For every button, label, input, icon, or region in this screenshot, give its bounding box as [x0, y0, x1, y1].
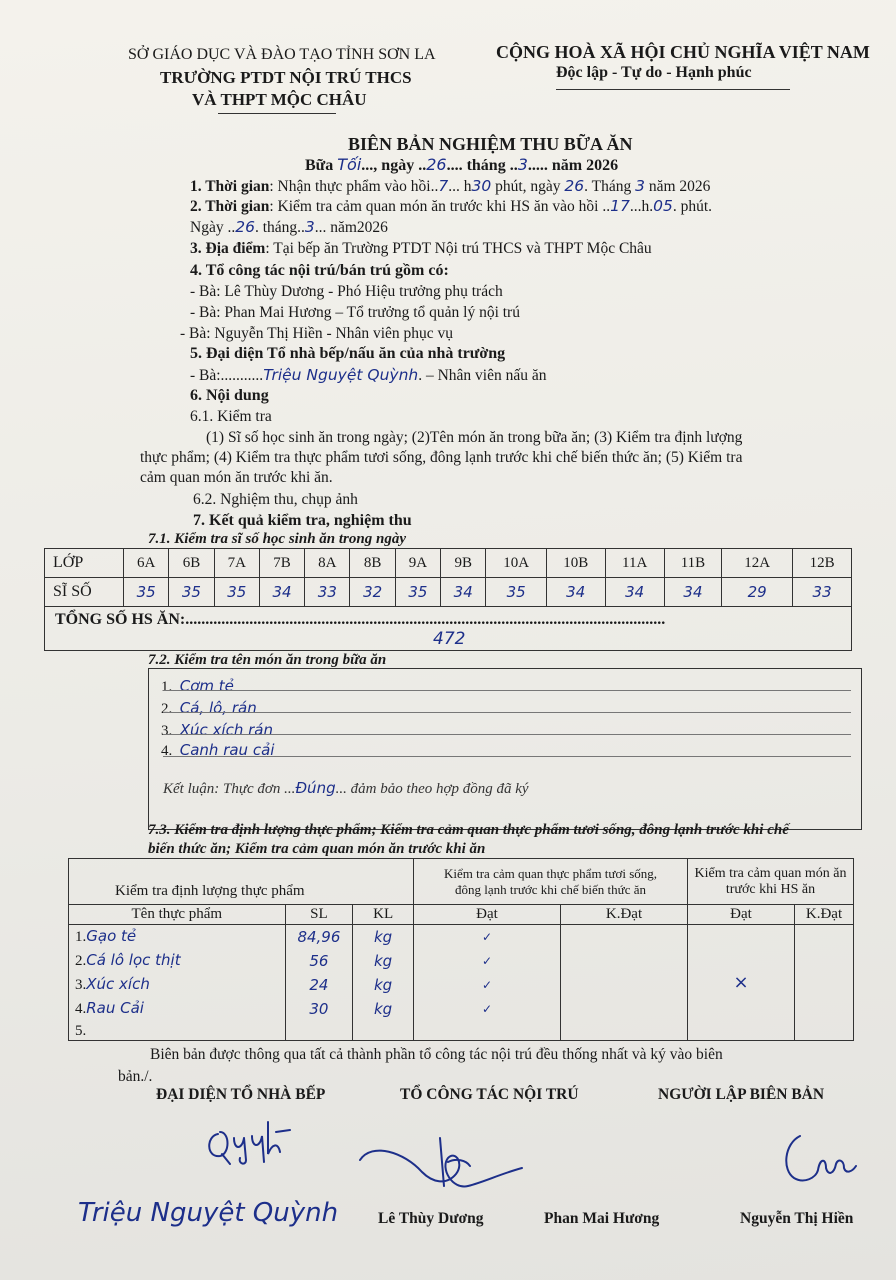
item-2-day: 26 — [235, 218, 255, 236]
count-cell: 35 — [214, 578, 259, 607]
item-2-label: 2. Thời gian — [190, 198, 270, 215]
fresh-pass-cell: ✓ — [414, 973, 561, 997]
kitchen-rep-name: Triệu Nguyệt Quỳnh — [263, 366, 419, 384]
dish-name: Xúc xích rán — [179, 721, 273, 739]
col-sl: SL — [285, 905, 353, 925]
dish-header-l1: Kiểm tra cảm quan món ăn — [694, 865, 847, 881]
conclusion-value: Đúng — [295, 779, 336, 797]
class-cell: 10A — [486, 549, 547, 578]
dish-num: 2. — [161, 701, 173, 717]
dish-num: 1. — [161, 679, 173, 695]
food-name-cell — [69, 973, 286, 997]
item-1-month-label: . Tháng — [584, 178, 636, 195]
item-1-year: năm 2026 — [644, 178, 711, 195]
item-3-text: : Tại bếp ăn Trường PTDT Nội trú THCS và THPT Mộc Châu — [265, 240, 652, 257]
item-1-h: ... h — [448, 178, 472, 195]
row-num: 1. — [75, 929, 87, 946]
fresh-pass-cell: ✓ — [414, 997, 561, 1021]
dish-line — [163, 756, 851, 757]
count-cell: 32 — [350, 578, 395, 607]
item-1-day: 26 — [564, 177, 585, 195]
class-cell: 6B — [169, 549, 214, 578]
member-1: - Bà: Lê Thùy Dương - Phó Hiệu trưởng phụ trách — [190, 283, 503, 300]
item-2-month: 3 — [304, 218, 315, 236]
col-fresh-fail: K.Đạt — [561, 905, 688, 925]
dish-line — [163, 712, 851, 713]
item-2-year: ... năm2026 — [314, 219, 388, 236]
signer-name-3: Nguyễn Thị Hiền — [740, 1210, 854, 1227]
fresh-pass-cell: ✓ — [414, 949, 561, 973]
month-label: .... tháng .. — [446, 157, 518, 174]
item-6-2: 6.2. Nghiệm thu, chụp ảnh — [193, 491, 358, 508]
item-1-label: 1. Thời gian — [190, 178, 270, 195]
department-name: SỞ GIÁO DỤC VÀ ĐÀO TẠO TỈNH SƠN LA — [128, 46, 436, 63]
dish-item — [161, 741, 274, 760]
school-name-line2: VÀ THPT MỘC CHÂU — [192, 90, 367, 109]
item-7-2-heading: 7.2. Kiểm tra tên món ăn trong bữa ăn — [148, 652, 387, 668]
item-7-1-heading: 7.1. Kiểm tra sĩ số học sinh ăn trong ngày — [148, 531, 406, 547]
item-7-3-heading-line2: biến thức ăn; Kiểm tra cảm quan món ăn trước khi ăn — [148, 841, 486, 857]
dish-name: Cá, lô, rán — [179, 699, 257, 717]
item-2-h: ...h. — [629, 198, 654, 215]
col-food-name: Tên thực phẩm — [69, 905, 286, 925]
fresh-food-header — [414, 859, 688, 905]
count-row — [45, 578, 852, 607]
dish-item — [161, 677, 234, 696]
count-cell: 35 — [486, 578, 547, 607]
row-num: 3. — [75, 977, 87, 993]
item-2-day-label: Ngày .. — [190, 219, 236, 236]
day-value: 26 — [426, 155, 447, 174]
class-row — [45, 549, 852, 578]
count-cell: 29 — [722, 578, 793, 607]
count-cell: 34 — [441, 578, 486, 607]
dish-box — [148, 668, 862, 830]
dish-fail-cell — [795, 925, 854, 1041]
member-3: - Bà: Nguyễn Thị Hiền - Nhân viên phục vụ — [180, 325, 454, 342]
count-cell: 33 — [305, 578, 350, 607]
col-dish-fail: K.Đạt — [795, 905, 854, 925]
kl-cell: kg — [353, 973, 414, 997]
fresh-fail-cell — [561, 925, 688, 949]
closing-line-1: Biên bản được thông qua tất cả thành phần tổ công tác nội trú đều thống nhất và ký vào biên — [150, 1046, 723, 1063]
table-row — [69, 925, 854, 949]
food-name: Cá lô lọc thịt — [86, 951, 181, 969]
team-signature-title: TỔ CÔNG TÁC NỘI TRÚ — [400, 1086, 579, 1103]
item-1-minute: 30 — [471, 177, 492, 195]
count-cell: 35 — [395, 578, 440, 607]
row-num: 5. — [75, 1022, 87, 1039]
sl-cell: 56 — [285, 949, 353, 973]
class-cell: 8B — [350, 549, 395, 578]
item-2-phut: . phút. — [672, 198, 713, 215]
conclusion-text: ... đảm bảo theo hợp đồng đã ký — [335, 781, 529, 797]
count-cell: 35 — [124, 578, 169, 607]
sl-cell: 24 — [285, 973, 353, 997]
kitchen-rep-prefix: - Bà:........... — [190, 367, 264, 384]
dish-num: 3. — [161, 723, 173, 739]
sl-cell: 30 — [285, 997, 353, 1021]
kitchen-handwritten-name: Triệu Nguyệt Quỳnh — [78, 1198, 339, 1228]
class-cell: 11A — [605, 549, 664, 578]
kl-cell: kg — [353, 997, 414, 1021]
item-2-minute: 05 — [653, 197, 673, 215]
item-1-text: : Nhận thực phẩm vào hồi.. — [269, 178, 439, 195]
food-name-cell — [69, 997, 286, 1021]
class-cell: 9A — [395, 549, 440, 578]
item-3-location — [190, 240, 652, 258]
dish-pass-cell: × — [688, 925, 795, 1041]
dish-name: Cơm tẻ — [179, 677, 234, 695]
food-name: Xúc xích — [86, 975, 150, 993]
table3-header-row — [69, 859, 854, 905]
class-cell: 7A — [214, 549, 259, 578]
dish-item — [161, 721, 273, 740]
kl-cell — [353, 1021, 414, 1041]
menu-conclusion — [163, 779, 529, 798]
count-cell: 33 — [793, 578, 852, 607]
item-2-inspect-time — [190, 197, 712, 216]
item-3-label: 3. Địa điểm — [190, 240, 266, 257]
kitchen-signature — [200, 1114, 300, 1166]
count-cell: 34 — [546, 578, 605, 607]
fresh-header-l2: đông lạnh trước khi chế biến thức ăn — [455, 881, 646, 897]
food-name-cell — [69, 949, 286, 973]
item-1-hour: 7 — [438, 177, 449, 195]
dish-check-header — [688, 859, 854, 905]
team-signature — [352, 1132, 532, 1202]
item-7-heading: 7. Kết quả kiểm tra, nghiệm thu — [193, 512, 412, 529]
class-cell: 12A — [722, 549, 793, 578]
food-name: Rau Cải — [86, 999, 144, 1017]
dish-num: 4. — [161, 743, 173, 759]
kitchen-signature-title: ĐẠI DIỆN TỔ NHÀ BẾP — [156, 1086, 326, 1103]
table3-subheader-row — [69, 905, 854, 925]
item-7-3-heading-line1: 7.3. Kiểm tra định lượng thực phẩm; Kiểm tra cảm quan thực phẩm tươi sống, đông lạnh trước khi chế — [148, 822, 789, 838]
class-cell: 6A — [124, 549, 169, 578]
fresh-fail-cell — [561, 997, 688, 1021]
total-row — [45, 607, 852, 651]
class-cell: 9B — [441, 549, 486, 578]
header-right-underline — [556, 89, 790, 90]
month-value: 3 — [517, 155, 528, 174]
year-label: ..... năm 2026 — [527, 157, 619, 174]
kl-cell: kg — [353, 949, 414, 973]
item-6-1: 6.1. Kiểm tra — [190, 408, 272, 425]
fresh-pass-cell: ✓ — [414, 925, 561, 949]
col-dish-pass: Đạt — [688, 905, 795, 925]
document-title: BIÊN BẢN NGHIỆM THU BỮA ĂN — [348, 134, 633, 154]
kitchen-rep-role: . – Nhân viên nấu ăn — [418, 367, 547, 384]
dish-header-l2: trước khi HS ăn — [725, 881, 816, 897]
food-name: Gạo tẻ — [86, 927, 137, 946]
member-2: - Bà: Phan Mai Hương – Tổ trưởng tổ quản lý nội trú — [190, 304, 520, 321]
item-1-month: 3 — [635, 177, 645, 195]
count-cell: 34 — [664, 578, 721, 607]
dish-name: Canh rau cải — [179, 741, 275, 759]
class-cell: 11B — [664, 549, 721, 578]
fresh-pass-cell — [414, 1021, 561, 1041]
kitchen-representative — [190, 366, 547, 385]
day-label: ..., ngày .. — [361, 157, 427, 174]
class-cell: 10B — [546, 549, 605, 578]
class-header: LỚP — [45, 549, 124, 578]
header-left-underline — [218, 113, 336, 114]
item-2-text: : Kiểm tra cảm quan món ăn trước khi HS ăn vào hồi .. — [269, 198, 611, 215]
row-num: 2. — [75, 953, 87, 969]
siso-header: SĨ SỐ — [45, 578, 124, 607]
signer-name-1: Lê Thùy Dương — [378, 1210, 484, 1227]
fresh-fail-cell — [561, 973, 688, 997]
dish-item — [161, 699, 257, 718]
dish-line — [163, 734, 851, 735]
item-6-para-1: (1) Sĩ số học sinh ăn trong ngày; (2)Tên món ăn trong bữa ăn; (3) Kiểm tra định lượng — [206, 429, 743, 446]
col-fresh-pass: Đạt — [414, 905, 561, 925]
meal-value: Tối — [337, 155, 362, 174]
row-num: 4. — [75, 1001, 87, 1017]
sl-cell: 84,96 — [285, 925, 353, 949]
item-4-heading: 4. Tổ công tác nội trú/bán trú gồm có: — [190, 262, 449, 279]
class-cell: 12B — [793, 549, 852, 578]
signer-name-2: Phan Mai Hương — [544, 1210, 660, 1227]
item-2-hour: 17 — [610, 197, 630, 215]
kl-cell: kg — [353, 925, 414, 949]
total-label: TỔNG SỐ HS ĂN:........................................................................................................................ — [55, 611, 666, 628]
item-6-para-2: thực phẩm; (4) Kiểm tra thực phẩm tươi sống, đông lạnh trước khi chế biến thức ăn; (5) Kiểm tra — [140, 449, 743, 466]
food-name-cell — [69, 925, 286, 949]
motto: Độc lập - Tự do - Hạnh phúc — [556, 64, 752, 81]
school-name-line1: TRƯỜNG PTDT NỘI TRÚ THCS — [160, 68, 412, 87]
dish-line — [163, 690, 851, 691]
conclusion-label: Kết luận: Thực đơn ... — [163, 781, 296, 797]
col-kl: KL — [353, 905, 414, 925]
item-2-month-label: . tháng.. — [254, 219, 305, 236]
republic-name: CỘNG HOÀ XÃ HỘI CHỦ NGHĨA VIỆT NAM — [496, 42, 870, 62]
item-5-heading: 5. Đại diện Tổ nhà bếp/nấu ăn của nhà trường — [190, 345, 506, 362]
food-check-table — [68, 858, 854, 1041]
item-6-para-3: cảm quan món ăn trước khi ăn. — [140, 469, 333, 486]
writer-signature-title: NGƯỜI LẬP BIÊN BẢN — [658, 1086, 825, 1103]
class-cell: 8A — [305, 549, 350, 578]
food-name-cell — [69, 1021, 286, 1041]
fresh-header-l1: Kiểm tra cảm quan thực phẩm tươi sống, — [443, 865, 658, 881]
quantity-header: Kiểm tra định lượng thực phẩm — [69, 859, 414, 905]
meal-label: Bữa — [305, 157, 334, 174]
meal-line — [305, 155, 618, 175]
fresh-fail-cell — [561, 949, 688, 973]
class-count-table — [44, 548, 852, 651]
count-cell: 35 — [169, 578, 214, 607]
closing-line-2: bản./. — [118, 1068, 153, 1085]
item-1-receive-time — [190, 177, 710, 196]
fresh-fail-cell — [561, 1021, 688, 1041]
count-cell: 34 — [605, 578, 664, 607]
count-cell: 34 — [259, 578, 304, 607]
item-6-heading: 6. Nội dung — [190, 387, 269, 404]
writer-signature — [770, 1130, 860, 1186]
class-cell: 7B — [259, 549, 304, 578]
total-value: 472 — [433, 629, 466, 649]
total-cell — [45, 607, 852, 651]
item-1-day-label: phút, ngày — [491, 178, 565, 195]
item-2-date — [190, 218, 388, 237]
sl-cell — [285, 1021, 353, 1041]
